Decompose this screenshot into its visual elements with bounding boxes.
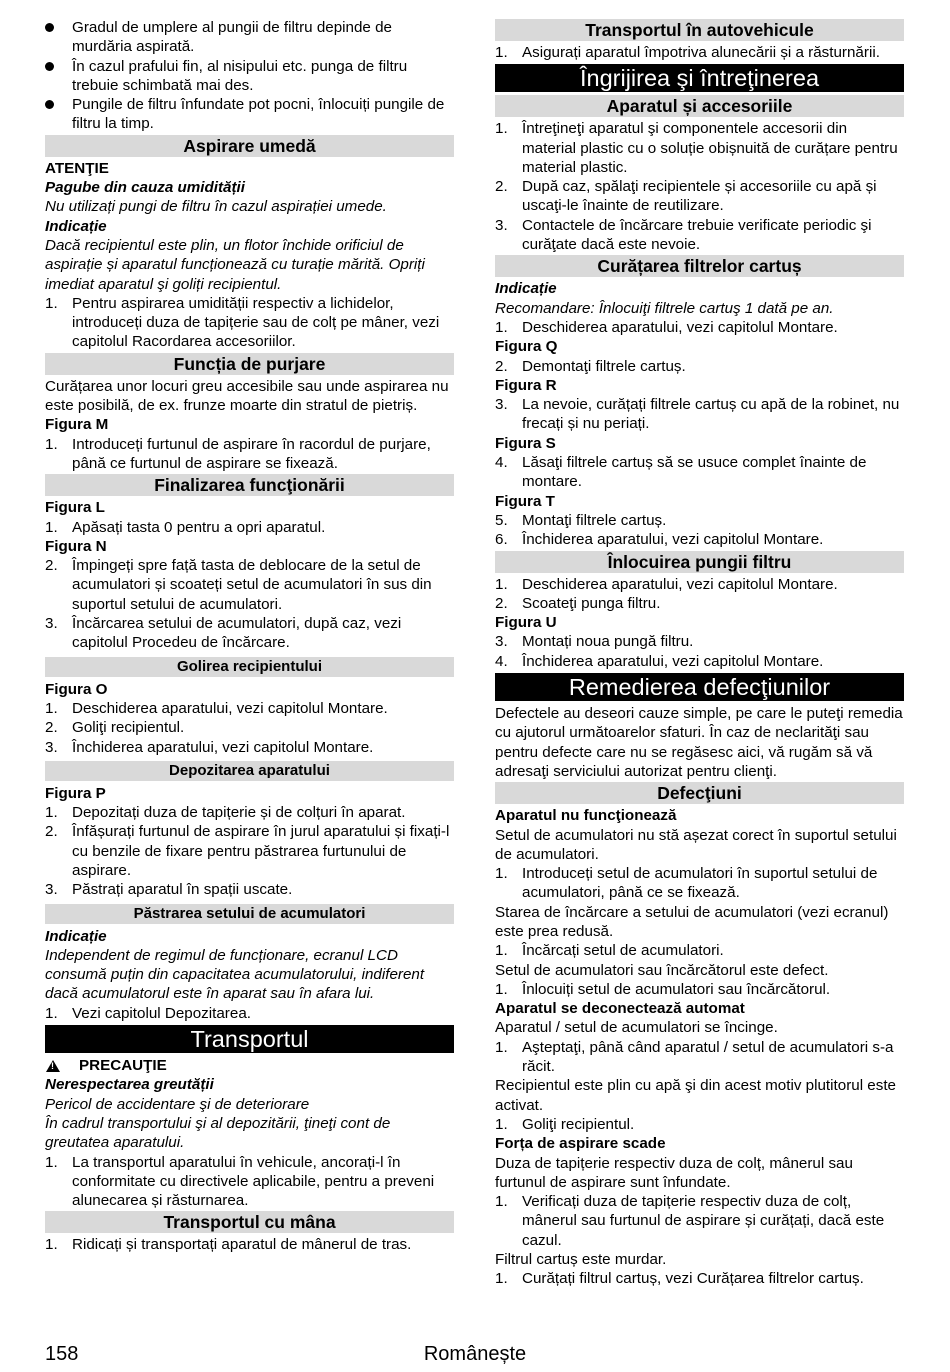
bullet-icon [45,23,54,32]
list-item: 1. Deschiderea aparatului, vezi capitolul Montare. [45,699,388,717]
note-label: Indicație [495,280,557,298]
page-number: 158 [45,1343,79,1365]
list-item: 1. Vezi capitolul Depozitarea. [45,1004,251,1022]
figure-label: Figura L [45,499,105,517]
section-heading: Transportul în autovehicule [495,19,904,41]
warning-title: Nerespectarea greutății [45,1076,214,1094]
list-item: 1. Apăsați tasta 0 pentru a opri aparatul. [45,518,326,536]
list-item: Pungile de filtru înfundate pot pocni, înlocuiți pungile de filtru la timp. [45,95,454,134]
fault-cause: Setul de acumulatori nu stă așezat corect în suportul setului de acumulatori. [495,826,897,863]
fault-title: Aparatul se deconectează automat [495,1000,745,1018]
figure-label: Figura Q [495,338,558,356]
section-heading: Înlocuirea pungii filtru [495,551,904,573]
fault-cause: Recipientul este plin cu apă şi din acest motiv plutitorul este activat. [495,1077,896,1114]
list-item: 1. Goliţi recipientul. [495,1115,635,1133]
list-item: 1. Aşteptaţi, până când aparatul / setul de acumulatori s-a răcit. [495,1038,894,1076]
list-item: 1. Asigurați aparatul împotriva alunecării și a răsturnării. [495,44,880,61]
paragraph: Curățarea unor locuri greu accesibile sau unde aspirarea nu este posibilă, de ex. frunze moarte din stratul de pietriș. [45,377,449,415]
list-item: 1. La transportul aparatului în vehicule, ancorați-l în conformitate cu directivele aplicabile, pentru a preveni alunecarea și răsturnarea. [45,1153,435,1210]
list-item: 2. După caz, spălaţi recipientele și accesoriile cu apă și uscaţi-le înainte de reutilizare. [495,178,877,215]
list-item: În cazul prafului fin, al nisipului etc. punga de filtru trebuie schimbată mai des. [45,57,454,96]
chapter-heading: Transportul [45,1025,454,1053]
list-item: 6. Închiderea aparatului, vezi capitolul Montare. [495,531,824,549]
fault-cause: Starea de încărcare a setului de acumulatori (vezi ecranul) este prea redusă. [495,903,889,940]
list-item: 3. Contactele de încărcare trebuie verificate periodic şi curăţate dacă este nevoie. [495,216,872,254]
list-item: 2. Goliţi recipientul. [45,719,185,737]
list-item: 4. Lăsaţi filtrele cartuș să se usuce complet înainte de montare. [495,454,867,491]
warning-text: Nu utilizați pungi de filtru în cazul aspirației umede. [45,198,387,216]
section-heading: Funcția de purjare [45,353,454,375]
list-item: 1. Introduceți furtunul de aspirare în racordul de purjare, până ce furtunul de aspirare se fixează. [45,435,431,472]
warning-text: Pericol de accidentare şi de deteriorare [45,1095,310,1113]
note-label: Indicație [45,927,107,945]
list-item: 3. Închiderea aparatului, vezi capitolul Montare. [45,738,374,756]
list-item: 1. Curățați filtrul cartuș, vezi Curățarea filtrelor cartuș. [495,1270,864,1288]
fault-cause: Duza de tapițerie respectiv duza de colț, mânerul sau furtunul de aspirare sunt înfundate. [495,1154,853,1191]
figure-label: Figura S [495,434,556,452]
note-text: Recomandare: Înlocuiţi filtrele cartuş 1 dată pe an. [495,299,834,317]
list-item: 2. Înfășurați furtunul de aspirare în jurul aparatului și fixați-l cu benzile de fixare pentru păstrarea furtunului de aspirare. [45,823,450,879]
attention-label: ATENŢIE [45,159,109,177]
figure-label: Figura T [495,492,555,510]
figure-label: Figura R [495,376,557,394]
fault-title: Aparatul nu funcţionează [495,807,677,825]
list-item: Gradul de umplere al pungii de filtru depinde de murdăria aspirată. [45,18,454,57]
list-item: 1. Pentru aspirarea umidității respectiv a lichidelor, introduceți duza de tapițerie sau de colț pe mâner, vezi capitolul Racordarea accesoriilor. [45,294,440,351]
caution-row [45,1056,454,1075]
bullet-icon [45,100,54,109]
list-item: 1. Depozitați duza de tapițerie și de colțuri în aparat. [45,804,406,822]
fault-cause: Filtrul cartuș este murdar. [495,1251,667,1269]
caution-label: PRECAUŢIE [79,1057,167,1075]
list-item: 1. Deschiderea aparatului, vezi capitolul Montare. [495,318,838,336]
list-item: 4. Închiderea aparatului, vezi capitolul Montare. [495,652,824,670]
list-item: 1. Întreţineţi aparatul şi componentele accesorii din material plastic cu o soluție obișnuită de curățare pentru material plastic. [495,120,898,176]
note-text: Dacă recipientul este plin, un flotor închide orificiul de aspirație și aparatul funcționează cu turație mărită. Opriți imediat aparatul şi goliți recipientul. [45,236,425,293]
section-heading: Aspirare umedă [45,135,454,157]
list-item: 3. La nevoie, curățați filtrele cartuș cu apă de la robinet, nu frecați și nu periați. [495,396,900,433]
footer-language: Românește [423,1343,527,1365]
list-item: 1. Deschiderea aparatului, vezi capitolul Montare. [495,575,838,593]
list-item: 1. Înlocuiți setul de acumulatori sau încărcătorul. [495,980,831,998]
figure-label: Figura U [495,614,557,632]
list-item: 2. Scoateţi punga filtru. [495,594,661,612]
warning-triangle-icon [46,1060,60,1072]
list-item: 3. Păstrați aparatul în spații uscate. [45,881,293,899]
subsection-heading: Depozitarea aparatului [45,761,454,781]
list-item: 5. Montaţi filtrele cartuș. [495,511,667,529]
list-item: 3. Montați noua pungă filtru. [495,633,694,651]
list-item: 1. Încărcați setul de acumulatori. [495,942,724,960]
figure-label: Figura O [45,680,108,698]
list-item: 1. Introduceți setul de acumulatori în suportul setului de acumulatori, până ce se fixează. [495,865,878,902]
section-heading: Transportul cu mâna [45,1211,454,1233]
list-item: 1. Ridicați și transportați aparatul de mânerul de tras. [45,1236,412,1254]
warning-title: Pagube din cauza umidității [45,179,245,197]
list-item: 2. Demontaţi filtrele cartuș. [495,357,686,375]
note-label: Indicație [45,217,107,235]
warning-text: În cadrul transportului şi al depozitării, ţineţi cont de greutatea aparatului. [45,1114,391,1152]
section-heading: Finalizarea funcţionării [45,474,454,496]
right-column [495,18,904,1289]
paragraph: Defectele au deseori cauze simple, pe care le puteţi remedia cu ajutorul următoarelor sfaturi. În caz de neclarităţi sau pentru defecte care nu se regăsesc aici, vă rugăm să vă adresaţi serviciului autorizat pentru clienţi. [495,705,903,780]
left-column [45,18,454,1255]
chapter-heading: Remedierea defecţiunilor [495,673,904,701]
section-heading: Defecţiuni [495,782,904,804]
chapter-heading: Îngrijirea şi întreţinerea [495,64,904,92]
fault-cause: Setul de acumulatori sau încărcătorul este defect. [495,961,829,979]
list-item: 3. Încărcarea setului de acumulatori, după caz, vezi capitolul Procedeu de încărcare. [45,615,402,652]
list-item: 2. Împingeți spre față tasta de deblocare de la setul de acumulatori și scoateți setul de acumulatori în sus din suportul setului de acumulatori. [45,557,432,613]
subsection-heading: Golirea recipientului [45,657,454,677]
list-item: 1. Verificați duza de tapițerie respectiv duza de colț, mânerul sau furtunul de aspirare și curățați, dacă este cazul. [495,1193,885,1249]
section-heading: Curățarea filtrelor cartuș [495,255,904,277]
fault-cause: Aparatul / setul de acumulatori se încinge. [495,1019,778,1037]
figure-label: Figura M [45,416,109,434]
figure-label: Figura N [45,537,107,555]
fault-title: Forța de aspirare scade [495,1135,666,1153]
section-heading: Aparatul și accesoriile [495,95,904,117]
subsection-heading: Păstrarea setului de acumulatori [45,904,454,924]
bullet-icon [45,62,54,71]
note-text: Independent de regimul de funcționare, ecranul LCD consumă puțin din capacitatea acumulatorului, indiferent dacă acumulatorul este în aparat sau în afara lui. [45,946,425,1003]
figure-label: Figura P [45,784,106,802]
